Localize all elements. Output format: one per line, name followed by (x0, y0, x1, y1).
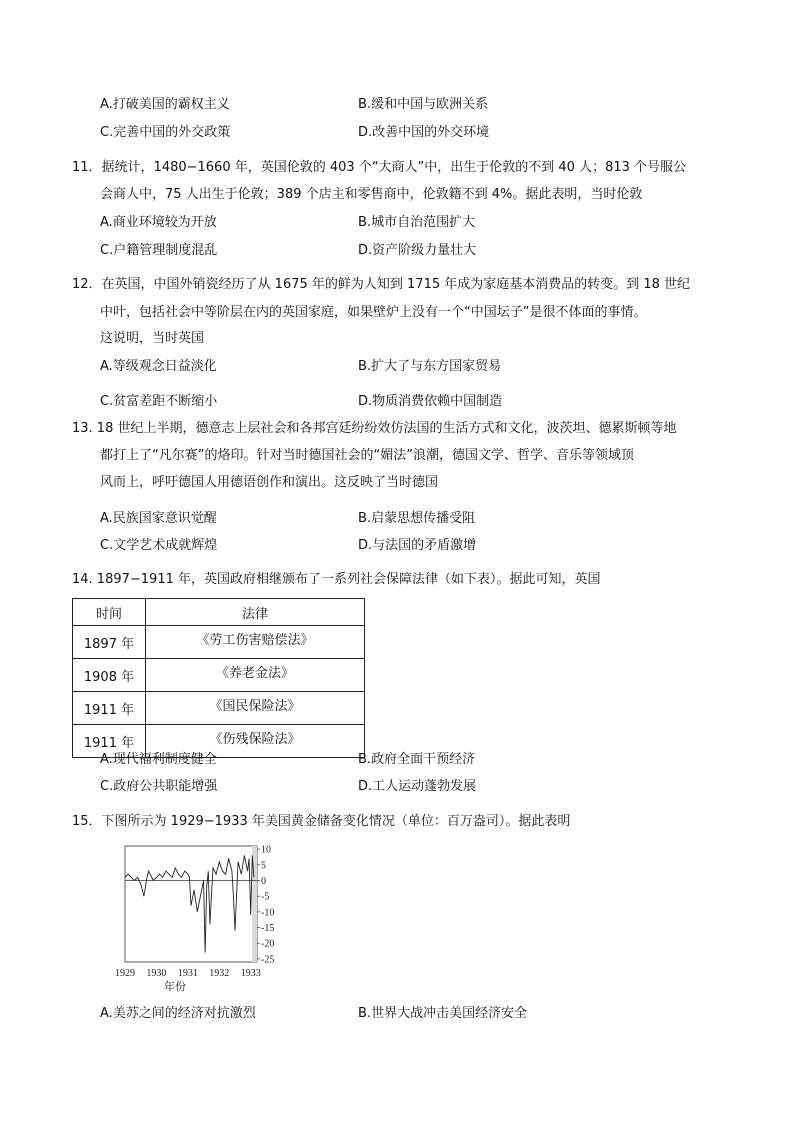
q11-option-c: C.户籍管理制度混乱 (100, 243, 218, 258)
q12-stem-line-1: 12．在英国，中国外销瓷经历了从 1675 年的鲜为人知到 1715 年成为家庭基本消费品的转变。到 18 世纪 (72, 277, 691, 292)
q13-stem-line-1: 13. 18 世纪上半期，德意志上层社会和各邦宫廷纷纷效仿法国的生活方式和文化，波茨坦、德累斯顿等地 (72, 421, 677, 436)
table-row (73, 626, 365, 659)
table-cell-year: 1911 年 (73, 692, 146, 725)
table-cell-law: 《国民保险法》 (146, 692, 365, 725)
q10-option-d: D.改善中国的外交环境 (358, 125, 490, 140)
chart-y-tick-label: -5 (261, 891, 270, 903)
table-cell-law: 《养老金法》 (146, 659, 365, 692)
chart-x-tick-label: 1929 (115, 968, 135, 979)
q14-stem-line-1: 14. 1897−1911 年，英国政府相继颁布了一系列社会保障法律（如下表）。据此可知，英国 (72, 572, 601, 587)
table-row (73, 659, 365, 692)
chart-x-tick-label: 1933 (240, 968, 261, 979)
q14-option-b: B.政府全面干预经济 (358, 752, 476, 767)
chart-y-tick-label: 0 (261, 875, 266, 887)
table-header-row (73, 599, 365, 626)
table-cell-year: 1911 年 (73, 725, 146, 758)
gold-reserve-chart (105, 838, 295, 998)
table-cell-law: 《伤残保险法》 (146, 725, 365, 758)
q11-option-a: A.商业环境较为开放 (100, 215, 217, 230)
q12-option-b: B.扩大了与东方国家贸易 (358, 359, 502, 374)
q12-stem-line-2: 中叶，包括社会中等阶层在内的英国家庭，如果壁炉上没有一个“中国坛子”是很不体面的事情。 (100, 305, 647, 320)
table-header-law: 法律 (146, 599, 365, 626)
q12-option-a: A.等级观念日益淡化 (100, 359, 217, 374)
q11-stem-line-2: 会商人中，75 人出生于伦敦；389 个店主和零售商中，伦敦籍不到 4%。据此表明，当时伦敦 (100, 187, 643, 202)
table-cell-year: 1908 年 (73, 659, 146, 692)
q14-option-c: C.政府公共职能增强 (100, 779, 218, 794)
chart-y-tick-label: -15 (261, 923, 275, 935)
q13-option-b: B.启蒙思想传播受阻 (358, 511, 476, 526)
q12-option-d: D.物质消费依赖中国制造 (358, 394, 503, 409)
table-cell-law: 《劳工伤害赔偿法》 (146, 626, 365, 659)
chart-y-tick-label: -20 (261, 938, 275, 950)
chart-series-line (125, 855, 254, 952)
q12-option-c: C.贫富差距不断缩小 (100, 394, 218, 409)
table-header-time: 时间 (73, 599, 146, 626)
q11-stem-line-1: 11．据统计，1480−1660 年，英国伦敦的 403 个“大商人”中，出生于伦敦的不到 40 人；813 个号服公 (72, 160, 687, 175)
q10-option-a: A.打破美国的霸权主义 (100, 97, 230, 112)
q15-option-a: A.美苏之间的经济对抗激烈 (100, 1006, 256, 1021)
chart-x-tick-label: 1932 (209, 968, 230, 979)
chart-y-tick-label: -25 (261, 954, 275, 966)
q13-option-c: C.文学艺术成就辉煌 (100, 538, 218, 553)
q12-stem-line-3: 这说明，当时英国 (100, 331, 205, 346)
chart-x-axis-label: 年份 (164, 981, 186, 993)
q13-option-a: A.民族国家意识觉醒 (100, 511, 217, 526)
chart-y-tick-label: 5 (261, 860, 266, 872)
chart-y-tick-label: 10 (261, 844, 271, 856)
q10-option-b: B.缓和中国与欧洲关系 (358, 97, 489, 112)
chart-x-tick-label: 1930 (146, 968, 167, 979)
chart-y-tick-label: -10 (261, 907, 275, 919)
q15-option-b: B.世界大战冲击美国经济安全 (358, 1006, 528, 1021)
q14-option-a: A.现代福利制度健全 (100, 752, 217, 767)
q13-option-d: D.与法国的矛盾激增 (358, 538, 477, 553)
table-cell-year: 1897 年 (73, 626, 146, 659)
q11-option-d: D.资产阶级力量壮大 (358, 243, 477, 258)
q13-stem-line-2: 都打上了“凡尔赛”的烙印。针对当时德国社会的“媚法”浪潮，德国文学、哲学、音乐等领域顶 (100, 448, 634, 463)
q13-stem-line-3: 风而上，呼吁德国人用德语创作和演出。这反映了当时德国 (100, 475, 439, 490)
q14-option-d: D.工人运动蓬勃发展 (358, 779, 477, 794)
q11-option-b: B.城市自治范围扩大 (358, 215, 476, 230)
q10-option-c: C.完善中国的外交政策 (100, 125, 231, 140)
chart-x-tick-label: 1931 (177, 968, 198, 979)
law-table (72, 598, 365, 758)
q15-stem-line-1: 15．下图所示为 1929−1933 年美国黄金储备变化情况（单位：百万盎司）。据此表明 (72, 814, 571, 829)
table-row (73, 692, 365, 725)
